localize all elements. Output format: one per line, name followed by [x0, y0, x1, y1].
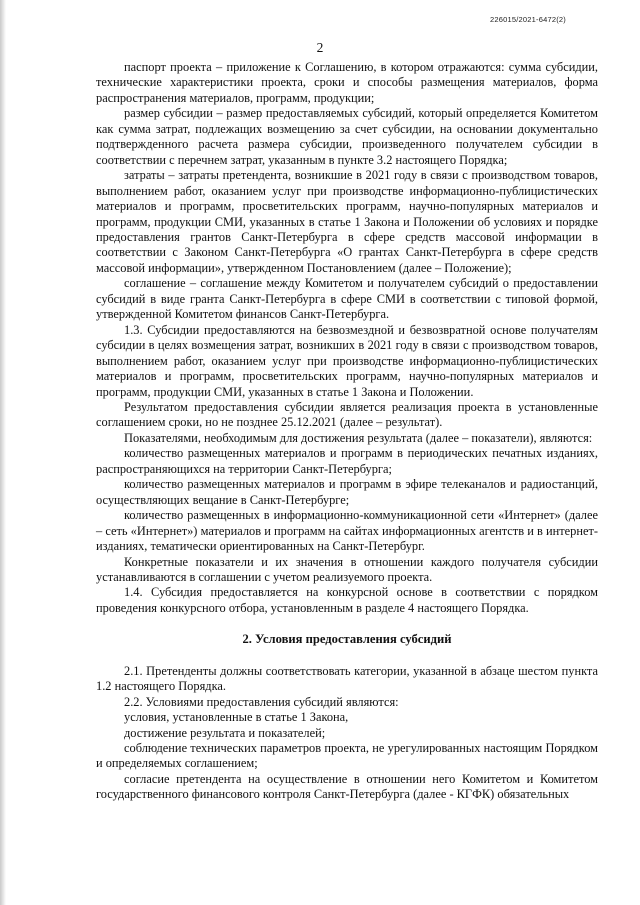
- paragraph: количество размещенных материалов и программ в периодических печатных изданиях, распространяющихся на территории Санкт-Петербурга;: [96, 446, 598, 476]
- document-body: [96, 60, 598, 803]
- paragraph: паспорт проекта – приложение к Соглашению, в котором отражаются: сумма субсидии, технические характеристики проекта, сроки и способы размещения материалов, форма распространения материалов, программ, продукции;: [96, 60, 598, 105]
- paragraph: Показателями, необходимым для достижения результата (далее – показатели), являются:: [124, 430, 593, 445]
- page-number: 2: [316, 40, 324, 55]
- paragraph: затраты – затраты претендента, возникшие в 2021 году в связи с производством товаров, выполнением работ, оказанием услуг при производстве информационно-публицистических материалов и программ, просветительских программ, научно-популярных материалов и программ, продукции СМИ, указанных в статье 1 Закона и Положении об условиях и порядке предоставления грантов Санкт-Петербурга в сфере средств массовой информации в соответствии с Законом Санкт-Петербурга «О грантах Санкт-Петербурга в сфере средств массовой информации», утвержденном Постановлением (далее – Положение);: [96, 168, 598, 275]
- document-id: 226015/2021-6472(2): [490, 15, 566, 24]
- paragraph: соглашение – соглашение между Комитетом и получателем субсидий о предоставлении субсидий в виде гранта Санкт-Петербурга в сфере СМИ в соответствии с типовой формой, утвержденной Комитетом финансов Санкт-Петербурга.: [96, 276, 598, 322]
- paragraph: количество размещенных материалов и программ в эфире телеканалов и радиостанций, осуществляющих вещание в Санкт-Петербурге;: [96, 477, 598, 507]
- paragraph: 1.3. Субсидии предоставляются на безвозмездной и безвозвратной основе получателям субсидии в целях возмещения затрат, возникших в 2021 году в связи с производством товаров, выполнением работ, оказанием услуг при производстве информационно-публицистических материалов и программ, просветительских программ, научно-популярных материалов и программ, продукции СМИ, указанных в статье 1 Закона и Положении.: [96, 322, 598, 399]
- paragraph: 2.1. Претенденты должны соответствовать категории, указанной в абзаце шестом пункта 1.2 настоящего Порядка.: [96, 663, 598, 694]
- paragraph: условия, установленные в статье 1 Закона,: [124, 710, 349, 725]
- paragraph: Конкретные показатели и их значения в отношении каждого получателя субсидии устанавливаются в соглашении с учетом реализуемого проекта.: [96, 554, 598, 584]
- paragraph: размер субсидии – размер предоставляемых субсидий, который определяется Комитетом как сумма затрат, подлежащих возмещению за счет субсидии, на основании документально подтвержденного расчета размера субсидии, произведенного получателем субсидии в соответствии с перечнем затрат, указанным в пункте 3.2 настоящего Порядка;: [96, 106, 598, 167]
- paragraph: согласие претендента на осуществление в отношении него Комитетом и Комитетом государственного финансового контроля Санкт-Петербурга (далее - КГФК) обязательных: [96, 771, 598, 802]
- scan-edge-shadow: [0, 0, 6, 905]
- paragraph: 2.2. Условиями предоставления субсидий являются:: [124, 694, 399, 709]
- paragraph: 1.4. Субсидия предоставляется на конкурсной основе в соответствии с порядком проведения конкурсного отбора, установленным в разделе 4 настоящего Порядка.: [96, 585, 598, 615]
- paragraph: количество размещенных в информационно-коммуникационной сети «Интернет» (далее – сеть «Интернет») материалов и программ на сайтах информационных агентств и в интернет-изданиях, тематически ориентированных на Санкт-Петербург.: [96, 508, 598, 554]
- paragraph: Результатом предоставления субсидии является реализация проекта в установленные соглашением сроки, но не позднее 25.12.2021 (далее – результат).: [96, 399, 598, 430]
- paragraph: соблюдение технических параметров проекта, не урегулированных настоящим Порядком и определяемых соглашением;: [96, 741, 598, 771]
- paragraph: достижение результата и показателей;: [124, 725, 326, 740]
- section-title: 2. Условия предоставления субсидий: [242, 632, 452, 647]
